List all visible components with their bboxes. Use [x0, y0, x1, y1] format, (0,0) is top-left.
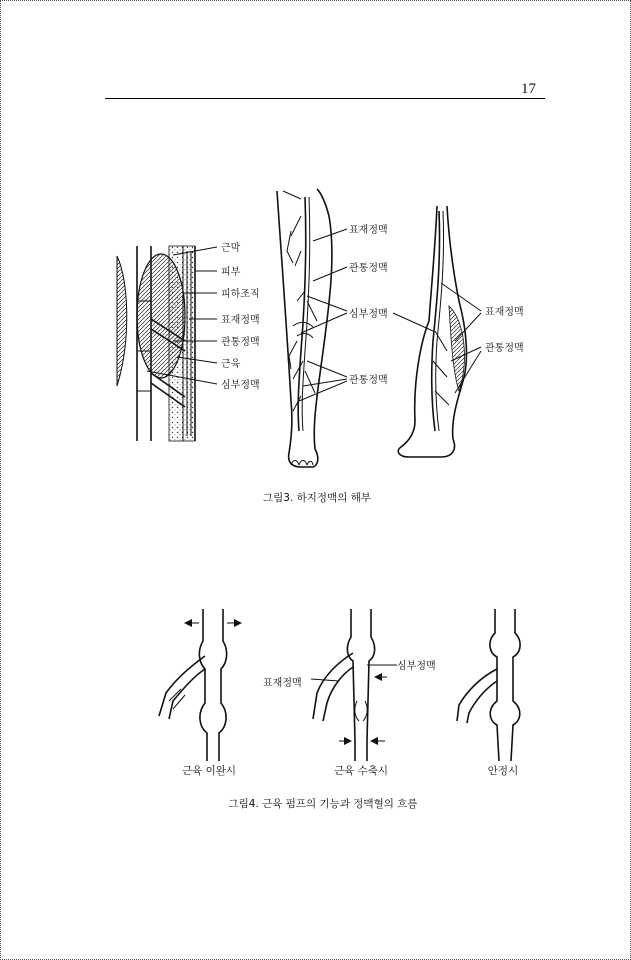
- panel-contracted-illustration: [311, 609, 397, 761]
- side-leg-illustration: [393, 206, 481, 457]
- label-front-superficial-vein: 표재정맥: [349, 225, 388, 236]
- page-number: 17: [521, 81, 536, 97]
- label-front-perforating-upper: 관통정맥: [349, 263, 388, 274]
- label-panel-superficial-vein: 표재정맥: [263, 678, 302, 689]
- cross-section-labels: [221, 241, 260, 391]
- panel-caption-relaxed: 근육 이완시: [181, 765, 237, 777]
- label-panel-deep-vein: 심부정맥: [397, 661, 436, 672]
- side-leg-labels: [485, 305, 524, 354]
- label-fascia: 근막: [221, 243, 241, 254]
- front-leg-labels: [349, 223, 388, 386]
- front-leg-illustration: [277, 189, 347, 467]
- panel-contracted-labels: [263, 659, 436, 689]
- label-skin: 피부: [221, 267, 241, 278]
- label-side-superficial-vein: 표재정맥: [485, 307, 524, 318]
- panel-caption-rest: 안정시: [487, 765, 519, 777]
- label-muscle: 근육: [221, 359, 241, 370]
- label-front-perforating-lower: 관통정맥: [349, 375, 388, 386]
- panel-rest-illustration: [457, 609, 520, 761]
- label-deep-vein: 심부정맥: [221, 380, 260, 391]
- label-front-deep-vein: 심부정맥: [349, 309, 388, 320]
- label-perforating-vein: 관통정맥: [221, 337, 260, 348]
- label-subcutaneous: 피하조직: [221, 289, 260, 300]
- panel-caption-contracted: 근육 수축시: [333, 765, 389, 777]
- label-side-perforating-vein: 관통정맥: [485, 343, 524, 354]
- anatomy-figures: [1, 1, 630, 959]
- label-superficial-vein: 표재정맥: [221, 315, 260, 326]
- figure3-caption: 그림3. 하지정맥의 해부: [263, 492, 371, 504]
- figure4-caption: 그림4. 근육 펌프의 기능과 정맥혈의 흐름: [228, 798, 418, 810]
- cross-section-illustration: [117, 246, 217, 441]
- panel-relaxed-illustration: [159, 609, 241, 761]
